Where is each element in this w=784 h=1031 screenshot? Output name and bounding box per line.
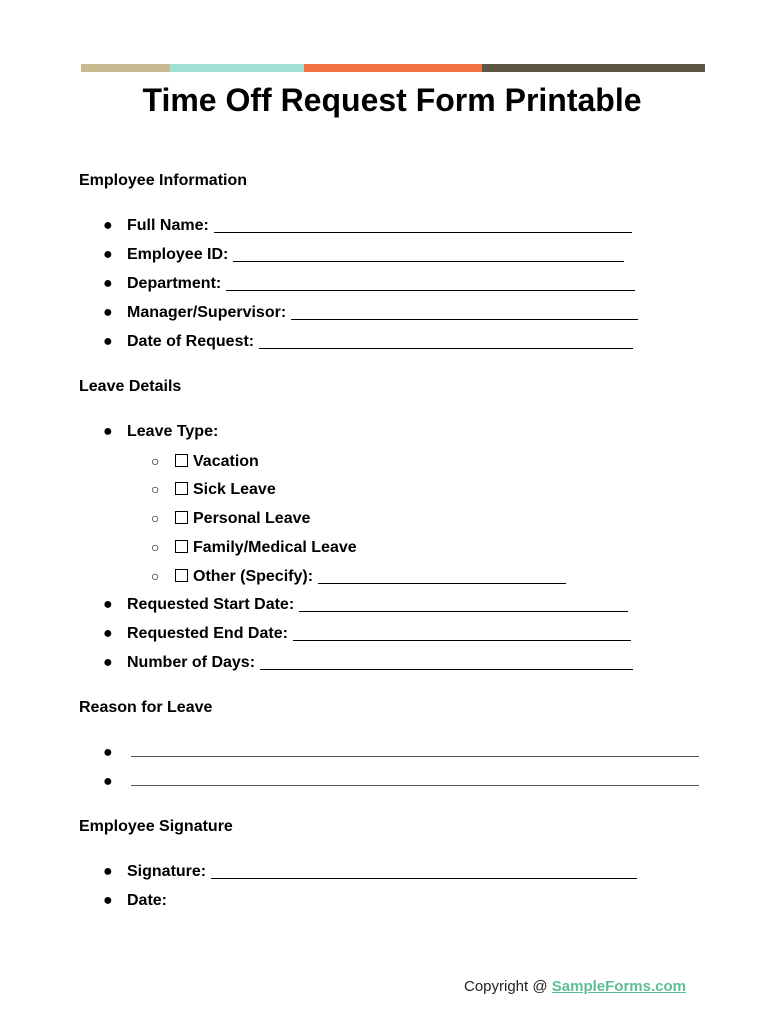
blank-line[interactable] <box>260 655 633 670</box>
field-label: Number of Days: <box>127 654 256 671</box>
checkbox[interactable] <box>175 454 188 467</box>
option-label: Personal Leave <box>193 510 311 527</box>
option-family-medical-leave[interactable]: ○ Family/Medical Leave <box>151 539 357 556</box>
field-start-date[interactable]: ● Requested Start Date: <box>103 595 628 615</box>
copyright-footer <box>464 977 686 997</box>
option-vacation[interactable]: ○ Vacation <box>151 453 259 470</box>
checkbox[interactable] <box>175 511 188 524</box>
field-label: Date of Request: <box>127 333 255 350</box>
field-label: Employee ID: <box>127 246 229 263</box>
option-label: Vacation <box>193 453 259 470</box>
blank-line[interactable] <box>291 305 638 320</box>
option-label: Family/Medical Leave <box>193 539 357 556</box>
sampleforms-link[interactable]: SampleForms.com <box>551 978 686 995</box>
section-heading: Employee Information <box>79 172 248 189</box>
field-signature[interactable]: ● Signature: <box>103 862 637 882</box>
blank-line[interactable] <box>293 626 631 641</box>
field-label: Full Name: <box>127 217 209 234</box>
option-sick-leave[interactable]: ○ Sick Leave <box>151 481 276 498</box>
section-heading: Leave Details <box>79 378 182 395</box>
copyright-text: Copyright @ <box>464 978 552 995</box>
field-label: Requested End Date: <box>127 625 288 642</box>
blank-line[interactable] <box>214 218 632 233</box>
page-title: Time Off Request Form Printable <box>142 82 642 118</box>
field-date: ● Date: <box>103 892 168 909</box>
reason-line[interactable] <box>131 756 699 757</box>
reason-line-bullet: ● <box>103 773 113 790</box>
blank-line[interactable] <box>318 569 566 584</box>
section-heading: Reason for Leave <box>79 699 213 716</box>
field-department[interactable]: ● Department: <box>103 274 635 294</box>
checkbox[interactable] <box>175 482 188 495</box>
stripe-segment <box>170 64 304 72</box>
field-leave-type: ● Leave Type: <box>103 423 219 440</box>
option-personal-leave[interactable]: ○ Personal Leave <box>151 510 311 527</box>
field-number-of-days[interactable]: ● Number of Days: <box>103 653 633 673</box>
stripe-segment <box>304 64 482 72</box>
color-stripe <box>81 64 705 72</box>
option-label: Sick Leave <box>193 481 276 498</box>
field-label: Leave Type: <box>127 423 219 440</box>
section-heading: Employee Signature <box>79 818 233 835</box>
reason-line-bullet: ● <box>103 744 113 761</box>
blank-line[interactable] <box>233 247 624 262</box>
stripe-segment <box>81 64 170 72</box>
checkbox[interactable] <box>175 569 188 582</box>
blank-line[interactable] <box>299 597 628 612</box>
blank-line[interactable] <box>226 276 635 291</box>
field-label: Signature: <box>127 863 207 880</box>
checkbox[interactable] <box>175 540 188 553</box>
field-employee-id[interactable]: ● Employee ID: <box>103 245 624 265</box>
blank-line[interactable] <box>211 864 637 879</box>
stripe-segment <box>482 64 705 72</box>
field-label: Requested Start Date: <box>127 596 295 613</box>
field-label: Department: <box>127 275 222 292</box>
field-manager[interactable]: ● Manager/Supervisor: <box>103 303 638 323</box>
field-date-of-request[interactable]: ● Date of Request: <box>103 332 633 352</box>
field-end-date[interactable]: ● Requested End Date: <box>103 624 631 644</box>
option-label: Other (Specify): <box>193 568 314 585</box>
field-label: Date: <box>127 892 168 909</box>
blank-line[interactable] <box>259 334 633 349</box>
field-label: Manager/Supervisor: <box>127 304 287 321</box>
reason-line[interactable] <box>131 785 699 786</box>
option-other[interactable]: ○ Other (Specify): <box>151 566 566 587</box>
field-full-name[interactable]: ● Full Name: <box>103 216 632 236</box>
